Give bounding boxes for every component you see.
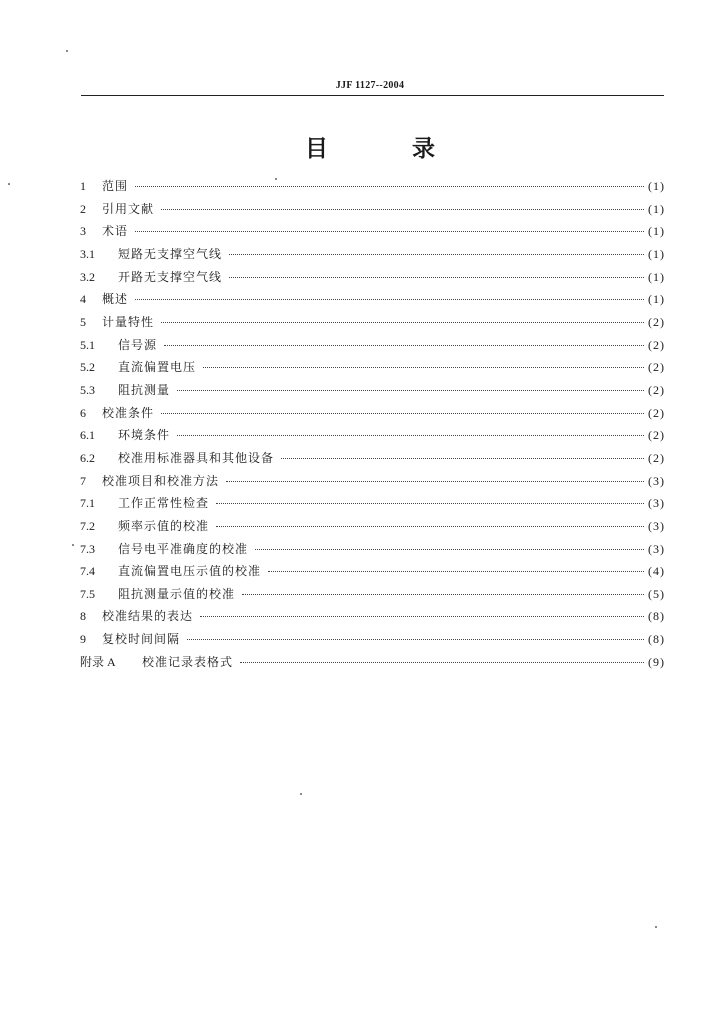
toc-entry-page: (1)	[648, 224, 665, 239]
toc-entry-5-2[interactable]	[80, 358, 665, 381]
toc-entry-9[interactable]	[80, 630, 665, 653]
toc-entry-3[interactable]	[80, 222, 665, 245]
toc-entry-2[interactable]	[80, 200, 665, 223]
toc-entry-number: 5.2	[80, 360, 95, 375]
toc-entry-6-2[interactable]	[80, 449, 665, 472]
toc-entry-number: 7	[80, 473, 86, 488]
toc-entry-appendix-a[interactable]	[80, 653, 665, 676]
toc-entry-number: 5.3	[80, 382, 95, 397]
toc-entry-number: 附录 A	[80, 654, 116, 669]
toc-entry-title: 校准项目和校准方法	[102, 473, 220, 488]
toc-entry-number: 1	[80, 179, 86, 193]
toc-leader-dots	[268, 571, 644, 572]
toc-entry-title: 开路无支撑空气线	[118, 269, 223, 284]
toc-leader-dots	[216, 503, 644, 504]
toc-entry-6-1[interactable]	[80, 426, 665, 449]
toc-entry-title: 直流偏置电压示值的校准	[118, 564, 262, 579]
scan-speck	[8, 183, 10, 185]
toc-entry-number: 8	[80, 609, 86, 624]
toc-entry-3-2[interactable]	[80, 268, 665, 291]
toc-leader-dots	[240, 662, 644, 663]
toc-leader-dots	[187, 639, 644, 640]
toc-entry-1[interactable]	[80, 177, 665, 200]
toc-leader-dots	[203, 367, 644, 368]
toc-entry-page: (1)	[648, 292, 665, 307]
toc-entry-page: (2)	[648, 382, 665, 397]
toc-entry-title: 短路无支撑空气线	[118, 246, 223, 261]
toc-entry-4[interactable]	[80, 290, 665, 313]
toc-entry-page: (1)	[648, 179, 665, 193]
toc-entry-page: (5)	[648, 586, 665, 601]
toc-entry-page: (8)	[648, 609, 665, 624]
toc-leader-dots	[281, 458, 644, 459]
scan-speck	[300, 793, 302, 795]
toc-entry-5-1[interactable]	[80, 336, 665, 359]
toc-entry-title: 阻抗测量示值的校准	[118, 586, 236, 601]
toc-entry-number: 3.2	[80, 269, 95, 284]
toc-leader-dots	[229, 277, 644, 278]
toc-entry-title: 复校时间间隔	[102, 632, 181, 647]
toc-entry-page: (1)	[648, 246, 665, 261]
toc-entry-number: 7.1	[80, 496, 95, 511]
toc-entry-page: (3)	[648, 473, 665, 488]
toc-entry-5-3[interactable]	[80, 381, 665, 404]
toc-entry-5[interactable]	[80, 313, 665, 336]
scan-speck	[275, 178, 277, 180]
toc-entry-title: 校准条件	[102, 405, 155, 420]
toc-entry-3-1[interactable]	[80, 245, 665, 268]
toc-entry-title: 术语	[102, 224, 129, 239]
toc-leader-dots	[161, 413, 644, 414]
toc-entry-title: 引用文献	[102, 201, 155, 216]
toc-entry-6[interactable]	[80, 404, 665, 427]
toc-entry-page: (2)	[648, 360, 665, 375]
toc-entry-page: (1)	[648, 201, 665, 216]
toc-entry-title: 工作正常性检查	[118, 496, 210, 511]
toc-entry-title: 校准结果的表达	[102, 609, 194, 624]
standard-code-header: JJF 1127--2004	[335, 80, 405, 91]
toc-entry-number: 9	[80, 632, 86, 647]
header-rule	[81, 95, 664, 96]
toc-entry-page: (2)	[648, 428, 665, 443]
toc-entry-page: (8)	[648, 632, 665, 647]
toc-entry-number: 6.1	[80, 428, 95, 443]
toc-entry-title: 频率示值的校准	[118, 518, 210, 533]
toc-entry-title: 校准记录表格式	[142, 654, 234, 669]
toc-leader-dots	[135, 186, 644, 187]
toc-entry-number: 5	[80, 314, 86, 329]
toc-entry-title: 计量特性	[102, 314, 155, 329]
scan-speck	[66, 50, 68, 52]
toc-entry-7-3[interactable]	[80, 540, 665, 563]
toc-entry-number: 6	[80, 405, 86, 420]
toc-entry-page: (2)	[648, 314, 665, 329]
toc-entry-title: 范围	[102, 179, 129, 193]
toc-entry-7-4[interactable]	[80, 562, 665, 585]
toc-leader-dots	[255, 549, 644, 550]
toc-entry-number: 7.4	[80, 564, 95, 579]
toc-entry-page: (3)	[648, 541, 665, 556]
toc-entry-page: (9)	[648, 654, 665, 669]
toc-entry-title: 概述	[102, 292, 129, 307]
toc-entry-page: (2)	[648, 405, 665, 420]
toc-entry-7[interactable]	[80, 472, 665, 495]
toc-leader-dots	[229, 254, 644, 255]
toc-entry-number: 3	[80, 224, 86, 239]
toc-leader-dots	[216, 526, 644, 527]
toc-entry-number: 3.1	[80, 246, 95, 261]
scan-speck	[72, 544, 74, 546]
toc-entry-page: (2)	[648, 337, 665, 352]
toc-leader-dots	[135, 299, 644, 300]
toc-entry-title: 阻抗测量	[118, 382, 171, 397]
toc-entry-title: 信号源	[118, 337, 158, 352]
toc-entry-number: 7.2	[80, 518, 95, 533]
toc-entry-title: 信号电平准确度的校准	[118, 541, 249, 556]
toc-entry-8[interactable]	[80, 607, 665, 630]
toc-entry-title: 环境条件	[118, 428, 171, 443]
toc-entry-page: (1)	[648, 269, 665, 284]
toc-entry-number: 4	[80, 292, 86, 307]
toc-entry-number: 7.5	[80, 586, 95, 601]
toc-leader-dots	[177, 390, 644, 391]
toc-entry-title: 校准用标准器具和其他设备	[118, 450, 275, 465]
toc-leader-dots	[177, 435, 644, 436]
toc-entry-number: 5.1	[80, 337, 95, 352]
toc-entry-page: (3)	[648, 518, 665, 533]
toc-leader-dots	[242, 594, 644, 595]
toc-entry-title: 直流偏置电压	[118, 360, 197, 375]
toc-leader-dots	[164, 345, 644, 346]
toc-entry-number: 6.2	[80, 450, 95, 465]
toc-entry-7-5[interactable]	[80, 585, 665, 608]
page-title: 目 录	[304, 136, 473, 162]
toc-entry-7-1[interactable]	[80, 494, 665, 517]
toc-entry-7-2[interactable]	[80, 517, 665, 540]
toc-entry-number: 7.3	[80, 541, 95, 556]
toc-leader-dots	[135, 231, 644, 232]
toc-leader-dots	[200, 616, 644, 617]
toc-entry-page: (3)	[648, 496, 665, 511]
table-of-contents	[80, 177, 665, 675]
toc-entry-page: (2)	[648, 450, 665, 465]
toc-entry-page: (4)	[648, 564, 665, 579]
scan-speck	[655, 926, 657, 928]
toc-leader-dots	[226, 481, 644, 482]
toc-leader-dots	[161, 209, 644, 210]
toc-leader-dots	[161, 322, 644, 323]
toc-entry-number: 2	[80, 201, 86, 216]
